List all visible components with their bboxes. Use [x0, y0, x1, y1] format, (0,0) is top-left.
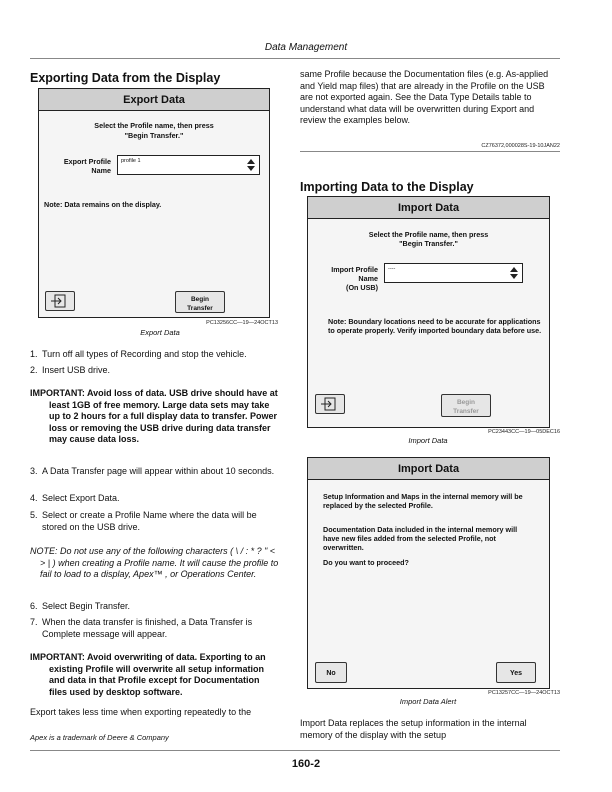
export-closing-text: Export takes less time when exporting repeatedly to the	[30, 707, 252, 717]
spinner-arrows-icon	[247, 159, 255, 171]
section-heading-export: Exporting Data from the Display	[30, 71, 221, 85]
trademark-note: Apex is a trademark of Deere & Company	[30, 733, 169, 742]
figure-caption: Import Data	[408, 436, 448, 445]
import-profile-select[interactable]	[384, 263, 523, 283]
note-characters: NOTE: Do not use any of the following characters ( \ / : * ? " < > | ) when creating a Profile name. It will cause the profile to fail to load to a display, Apex™ , or Operations Center.	[30, 546, 279, 579]
figure-caption: Export Data	[140, 328, 180, 337]
import-profile-label-2: Name	[358, 274, 378, 283]
section-heading-import: Importing Data to the Display	[300, 180, 474, 194]
import-profile-label-3: (On USB)	[346, 283, 378, 292]
export-note: Note: Data remains on the display.	[44, 200, 162, 209]
import-alert-screen	[307, 457, 550, 689]
exit-door-icon	[46, 292, 74, 310]
figure-code: PC23443CC—19—05DEC16	[488, 429, 560, 435]
instruction-line-2: "Begin Transfer."	[124, 131, 184, 140]
continuation-text: same Profile because the Documentation files (e.g. As-applied and Yield map files) that are already in the Profile on the USB are not exported again. See the Data Type Details table to understand what data will be overwritten during Export and review the examples below.	[300, 69, 549, 125]
screen-title: Export Data	[39, 89, 269, 111]
begin-label: Begin	[456, 399, 476, 406]
important-notice: IMPORTANT: Avoid loss of data. USB drive should have at least 1GB of free memory. Large data sets may take up to 2 hours for a full display data to transfer. Power loss or removing the USB drive during data transfer may cause data loss.	[30, 388, 278, 444]
important-notice: IMPORTANT: Avoid overwriting of data. Exporting to an existing Profile will overwrite all setup information and data in that Profile except for Documentation files used by desktop software.	[30, 652, 266, 697]
instruction-line-2: "Begin Transfer."	[399, 239, 458, 248]
screen-title: Import Data	[308, 458, 549, 480]
transfer-label: Transfer	[453, 408, 479, 415]
alert-question: Do you want to proceed?	[323, 558, 409, 567]
yes-button[interactable]: Yes	[496, 662, 536, 683]
import-data-screen	[307, 196, 550, 428]
alert-para-1: Setup Information and Maps in the internal memory will be replaced by the selected Profile.	[323, 492, 523, 510]
figure-caption: Import Data Alert	[399, 697, 457, 706]
import-profile-label-1: Import Profile	[331, 265, 378, 274]
import-profile-value: ----	[388, 266, 396, 272]
export-profile-value: profile 1	[121, 158, 141, 164]
begin-transfer-button[interactable]	[175, 291, 225, 313]
transfer-label: Transfer	[187, 305, 213, 312]
running-header: Data Management	[264, 42, 348, 53]
export-profile-label-2: Name	[91, 166, 111, 175]
page-number: 160-2	[291, 758, 321, 770]
continuation-code: CZ76372,000028S-19-10JAN22	[481, 143, 560, 149]
export-data-screen	[38, 88, 270, 318]
section-rule	[300, 151, 560, 152]
instruction-line-1: Select the Profile name, then press	[94, 121, 214, 130]
export-profile-label-1: Export Profile	[63, 157, 111, 166]
exit-button[interactable]	[315, 394, 345, 414]
screen-title: Import Data	[308, 197, 549, 219]
figure-code: PC13256CC—19—24OCT13	[206, 320, 278, 326]
spinner-arrows-icon	[510, 267, 518, 279]
exit-button[interactable]	[45, 291, 75, 311]
header-rule	[30, 58, 560, 59]
alert-para-2: Documentation Data included in the internal memory will have new files added from the selected Profile, not overwritten.	[323, 525, 518, 552]
export-profile-select[interactable]	[117, 155, 260, 175]
no-button[interactable]: No	[315, 662, 347, 683]
begin-transfer-button[interactable]	[441, 394, 491, 417]
instruction-line-1: Select the Profile name, then press	[368, 230, 489, 239]
exit-door-icon	[316, 395, 344, 413]
import-closing-text: Import Data replaces the setup information in the internal memory of the display with the setup	[300, 718, 527, 740]
begin-label: Begin	[190, 296, 210, 303]
footer-rule	[30, 750, 560, 751]
figure-code: PC13257CC—19—24OCT13	[488, 690, 560, 696]
import-note: Note: Boundary locations need to be accurate for applications to operate properly. Verify imported boundary data before use.	[328, 317, 542, 335]
